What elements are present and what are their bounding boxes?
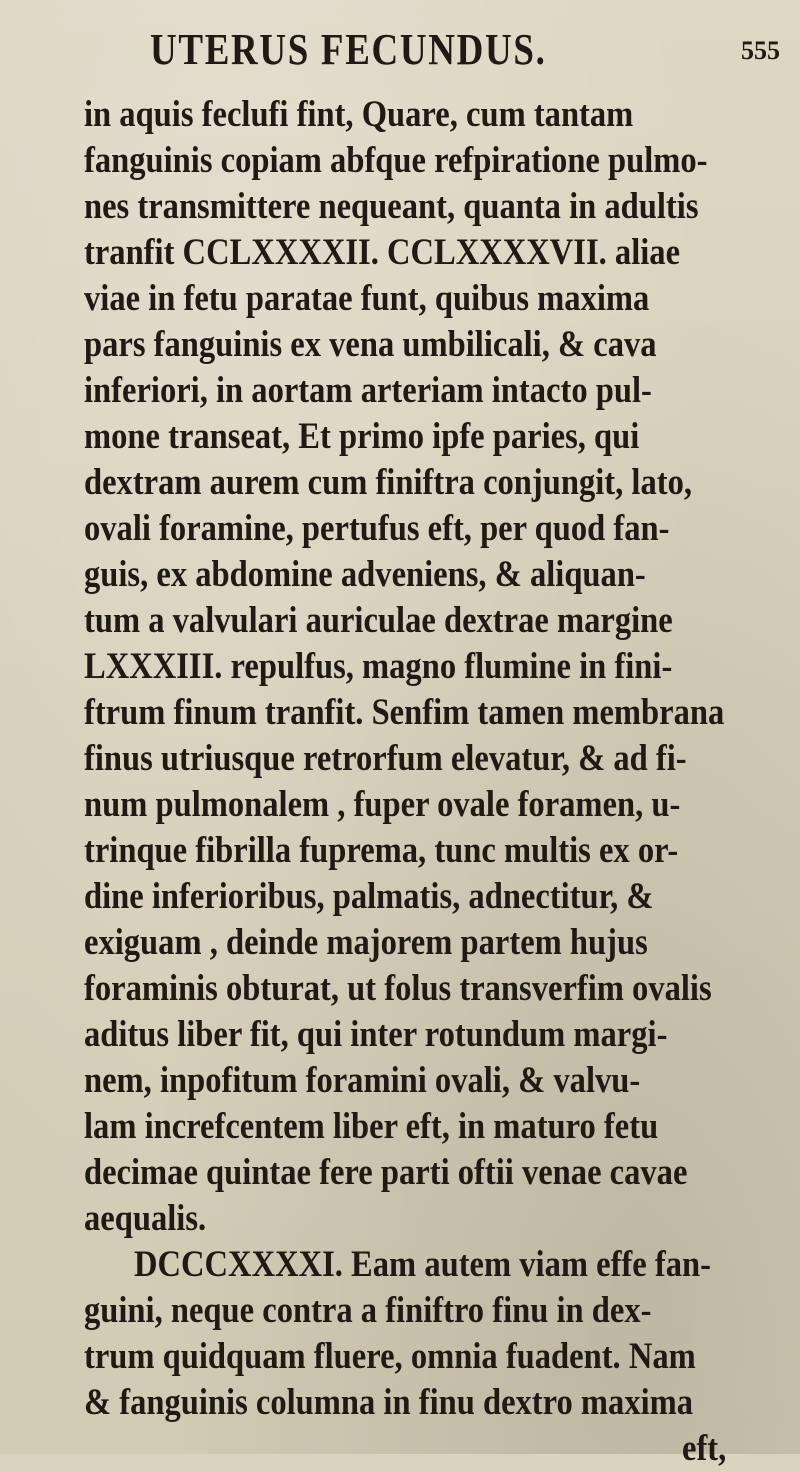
text-line: LXXXIII. repulfus, magno flumine in fini- xyxy=(84,646,673,687)
text-line: fanguinis copiam abfque refpiratione pulmo- xyxy=(84,140,708,181)
page-number: 555 xyxy=(741,36,780,65)
text-line: finus utriusque retrorfum elevatur, & ad fi- xyxy=(84,738,687,779)
text-line: aditus liber fit, qui inter rotundum margi- xyxy=(84,1014,668,1055)
text-line: tranfit CCLXXXXII. CCLXXXXVII. aliae xyxy=(84,232,681,273)
text-line: decimae quintae fere parti oftii venae cavae xyxy=(84,1152,688,1193)
text-line: viae in fetu paratae funt, quibus maxima xyxy=(84,278,650,319)
text-line: dine inferioribus, palmatis, adnectitur, & xyxy=(84,876,654,917)
text-line: dextram aurem cum finiftra conjungit, lato, xyxy=(84,462,693,503)
text-line: nem, inpofitum foramini ovali, & valvu- xyxy=(84,1060,641,1101)
text-line: trum quidquam fluere, omnia fuadent. Nam xyxy=(84,1336,696,1377)
text-line: pars fanguinis ex vena umbilicali, & cava xyxy=(84,324,657,365)
text-line: in aquis feclufi fint, Quare, cum tantam xyxy=(84,94,634,135)
text-line: ftrum finum tranfit. Senfim tamen membrana xyxy=(84,692,725,733)
text-line: num pulmonalem , fuper ovale foramen, u- xyxy=(84,784,681,825)
text-line: guini, neque contra a finiftro finu in dex- xyxy=(84,1290,652,1331)
text-line: DCCCXXXXI. Eam autem viam effe fan- xyxy=(134,1244,711,1285)
text-line: lam increfcentem liber eft, in maturo fetu xyxy=(84,1106,659,1147)
text-line: nes transmittere nequeant, quanta in adultis xyxy=(84,186,699,227)
text-line: guis, ex abdomine adveniens, & aliquan- xyxy=(84,554,646,595)
text-line: & fanguinis columna in finu dextro maxima xyxy=(84,1382,694,1423)
text-line: foraminis obturat, ut folus transverfim ovalis xyxy=(84,968,712,1009)
text-line: ovali foramine, pertufus eft, per quod fan- xyxy=(84,508,670,549)
text-line: aequalis. xyxy=(84,1198,207,1239)
text-line: tum a valvulari auriculae dextrae margine xyxy=(84,600,673,641)
page-header xyxy=(150,24,780,84)
text-line: inferiori, in aortam arteriam intacto pul- xyxy=(84,370,652,411)
running-title: UTERUS FECUNDUS. xyxy=(150,25,547,74)
text-line: eft, xyxy=(682,1428,727,1469)
text-line: exiguam , deinde majorem partem hujus xyxy=(84,922,648,963)
text-line: mone transeat, Et primo ipfe paries, qui xyxy=(84,416,640,457)
text-line: trinque fibrilla fuprema, tunc multis ex or- xyxy=(84,830,679,871)
